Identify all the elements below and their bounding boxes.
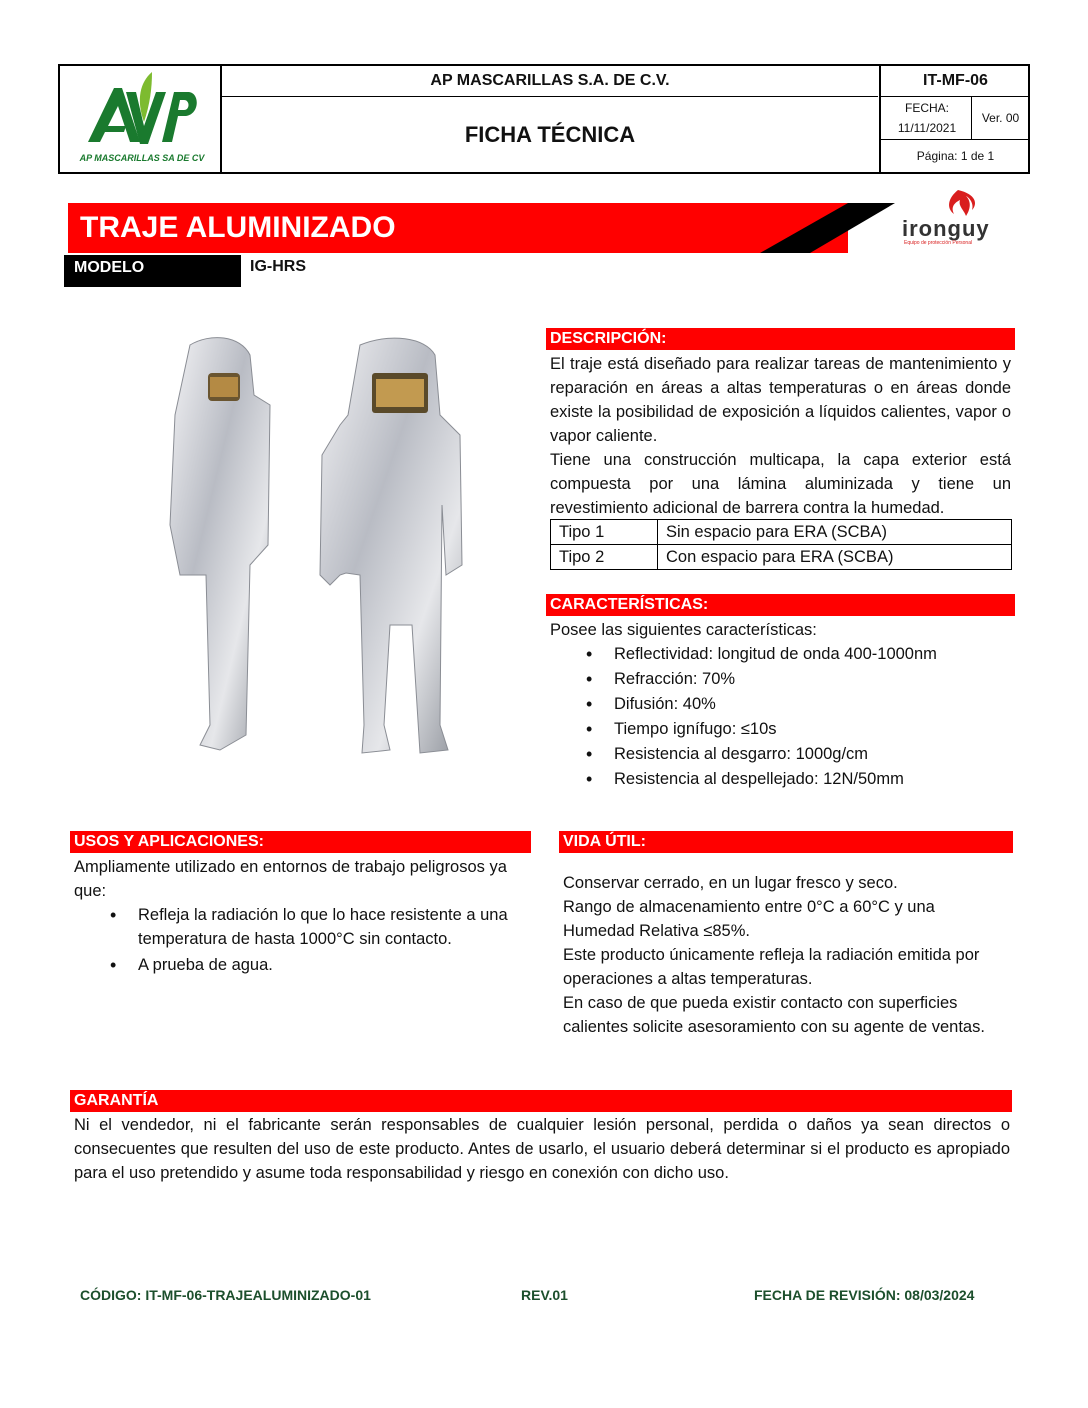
uses-intro: Ampliamente utilizado en entornos de trabajo peligrosos ya que: <box>74 858 507 900</box>
characteristics-heading: CARACTERÍSTICAS: <box>546 594 1015 616</box>
list-item: • Refleja la radiación lo que lo hace resistente a una temperatura de hasta 1000°C sin contacto. <box>138 903 534 951</box>
table-cell: Con espacio para ERA (SCBA) <box>658 545 1012 570</box>
shelf-life-heading: VIDA ÚTIL: <box>559 831 1013 853</box>
company-name: AP MASCARILLAS S.A. DE C.V. <box>222 66 878 97</box>
date-cell <box>879 97 973 140</box>
uses-heading: USOS Y APLICACIONES: <box>70 831 531 853</box>
ap-logo-icon <box>82 70 200 150</box>
model-label: MODELO <box>64 255 241 287</box>
date-value: 11/11/2021 <box>897 121 957 135</box>
list-item: • A prueba de agua. <box>138 953 534 977</box>
list-item: • Tiempo ignífugo: ≤10s <box>614 717 1014 742</box>
table-cell: Tipo 2 <box>551 545 658 570</box>
page-number: Página: 1 de 1 <box>879 140 1030 172</box>
shelf-life-line: Este producto únicamente refleja la radiación emitida por operaciones a altas temperaturas. <box>563 946 980 988</box>
banner-black-stripe-icon <box>750 203 895 253</box>
list-item: • Refracción: 70% <box>614 667 1014 692</box>
warranty-heading: GARANTÍA <box>70 1090 1012 1112</box>
suit-types-table <box>550 519 1012 570</box>
table-cell: Sin espacio para ERA (SCBA) <box>658 520 1012 545</box>
description-paragraph-2: Tiene una construcción multicapa, la capa exterior está compuesta por una lámina aluminizada y tiene un revestimiento adicional de barrera contra la humedad. <box>550 451 1011 517</box>
characteristics-list <box>614 642 1014 792</box>
document-code: IT-MF-06 <box>879 66 1030 97</box>
date-label: FECHA: <box>904 101 949 115</box>
shelf-life-line: Rango de almacenamiento entre 0°C a 60°C y una Humedad Relativa ≤85%. <box>563 898 935 940</box>
description-heading: DESCRIPCIÓN: <box>546 328 1015 350</box>
logo-caption: AP MASCARILLAS SA DE CV <box>79 153 205 163</box>
uses-list <box>138 903 534 977</box>
table-row <box>551 520 1012 545</box>
aluminized-suit-image <box>150 325 470 760</box>
footer-revision-date: FECHA DE REVISIÓN: 08/03/2024 <box>754 1287 975 1303</box>
characteristics-intro: Posee las siguientes características: <box>550 621 817 639</box>
footer-revision: REV.01 <box>521 1287 568 1303</box>
list-item: • Resistencia al desgarro: 1000g/cm <box>614 742 1014 767</box>
description-paragraph-1: El traje está diseñado para realizar tareas de mantenimiento y reparación en áreas a altas temperaturas o en áreas donde existe la posibilidad de exposición a líquidos calientes, vapor o vapor caliente. <box>550 355 1011 445</box>
list-item: • Resistencia al despellejado: 12N/50mm <box>614 767 1014 792</box>
shelf-life-text <box>563 871 1003 1039</box>
product-name: TRAJE ALUMINIZADO <box>80 211 396 244</box>
list-item: • Difusión: 40% <box>614 692 1014 717</box>
list-item: • Reflectividad: longitud de onda 400-1000nm <box>614 642 1014 667</box>
ironguy-brand-logo <box>900 188 1015 248</box>
version-cell: Ver. 00 <box>971 97 1029 140</box>
model-value: IG-HRS <box>250 258 306 275</box>
brand-tagline: Equipo de protección Personal <box>904 240 973 246</box>
shelf-life-line: En caso de que pueda existir contacto con superficies calientes solicite asesoramiento con su agente de ventas. <box>563 994 985 1036</box>
warranty-text: Ni el vendedor, ni el fabricante serán responsables de cualquier lesión personal, perdida o daños ya sean directos o consecuentes que resulten del uso de este producto. Antes de usarlo, el usuario deberá determinar si el producto es apropiado para el uso pretendido y asume toda responsabilidad y riesgo en conexión con dicho uso. <box>74 1116 1010 1182</box>
table-cell: Tipo 1 <box>551 520 658 545</box>
company-logo-cell <box>60 66 222 172</box>
table-row <box>551 545 1012 570</box>
document-header <box>58 64 1030 174</box>
document-title: FICHA TÉCNICA <box>464 122 636 147</box>
footer-code: CÓDIGO: IT-MF-06-TRAJEALUMINIZADO-01 <box>80 1287 371 1303</box>
brand-name: ironguy <box>902 216 990 241</box>
shelf-life-line: Conservar cerrado, en un lugar fresco y seco. <box>563 874 898 892</box>
